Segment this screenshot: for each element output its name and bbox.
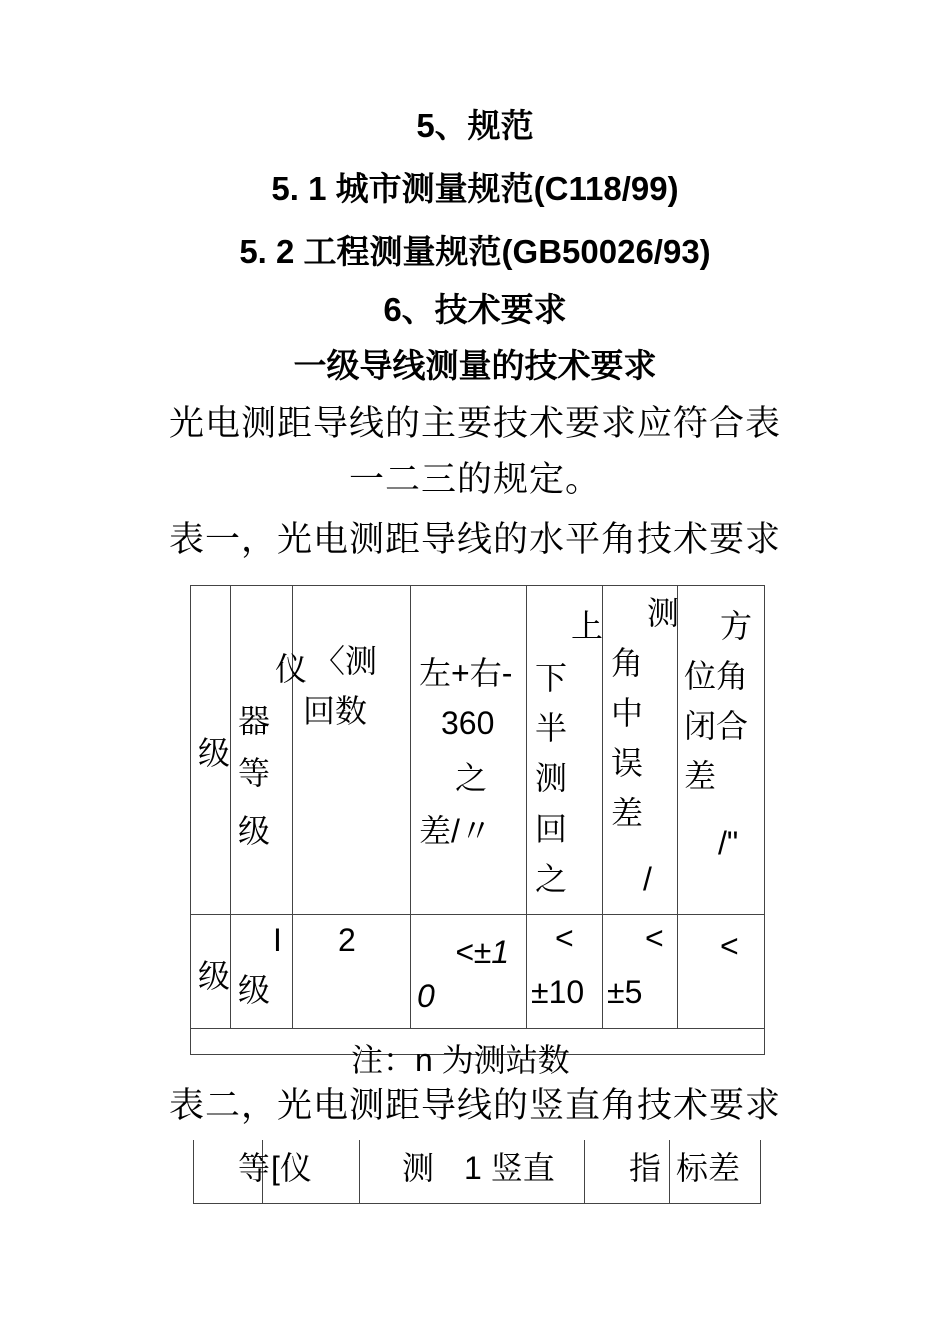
table1-header-half-round: 上 下 半 测 回 之: [535, 608, 604, 897]
table2-border-right: [760, 1140, 761, 1203]
table2-header-index: 指: [629, 1150, 662, 1186]
heading-section-5-2: 5. 2 工程测量规范(GB50026/93): [239, 233, 711, 270]
table1-row-left-right: <±1 0: [417, 934, 510, 1014]
table1-header-grade: 级: [198, 735, 231, 771]
table2-border-bottom: [193, 1203, 761, 1204]
table2-header-index-diff: 标差: [676, 1150, 741, 1186]
table1-caption: 表一，光电测距导线的水平角技术要求: [168, 520, 781, 560]
table1-row-azimuth: <: [720, 928, 739, 964]
table1-row-instrument: I 级: [238, 922, 282, 1008]
table2-header-vertical: 1 竖直: [464, 1150, 555, 1186]
table1-row-grade: 级: [198, 958, 231, 994]
table2-header-rounds: 测: [402, 1150, 435, 1186]
heading-section-6: 6、技术要求: [383, 291, 567, 328]
table1-note: 注：n 为测站数: [351, 1042, 570, 1078]
paragraph-line-1: 光电测距导线的主要技术要求应符合表: [168, 404, 781, 444]
table1-header-angle-error: 测 角 中 误 差 /: [611, 595, 680, 897]
heading-subsection: 一级导线测量的技术要求: [293, 347, 657, 384]
table1-header-instrument: 仪 器 等 级: [238, 651, 308, 849]
heading-section-5: 5、规范: [416, 107, 534, 144]
heading-section-5-1: 5. 1 城市测量规范(C118/99): [271, 170, 679, 207]
table1-header-azimuth: 方 位角 闭合 差 /": [684, 608, 753, 861]
paragraph-line-2: 一二三的规定。: [348, 460, 601, 500]
table1-header-left-right: 左+右- 360 之 差/〃: [419, 655, 513, 849]
table1-row-angle-error: < ±5: [607, 920, 664, 1010]
table2-header-instrument: [仪: [271, 1150, 312, 1186]
table1-row-half-round: < ±10: [531, 920, 585, 1010]
table2-caption: 表二，光电测距导线的竖直角技术要求: [168, 1086, 781, 1126]
table1-header-rounds: 〈测 回数: [303, 643, 378, 729]
table1-row-rounds: 2: [338, 922, 356, 958]
table2-header-grade: 等: [238, 1150, 271, 1186]
